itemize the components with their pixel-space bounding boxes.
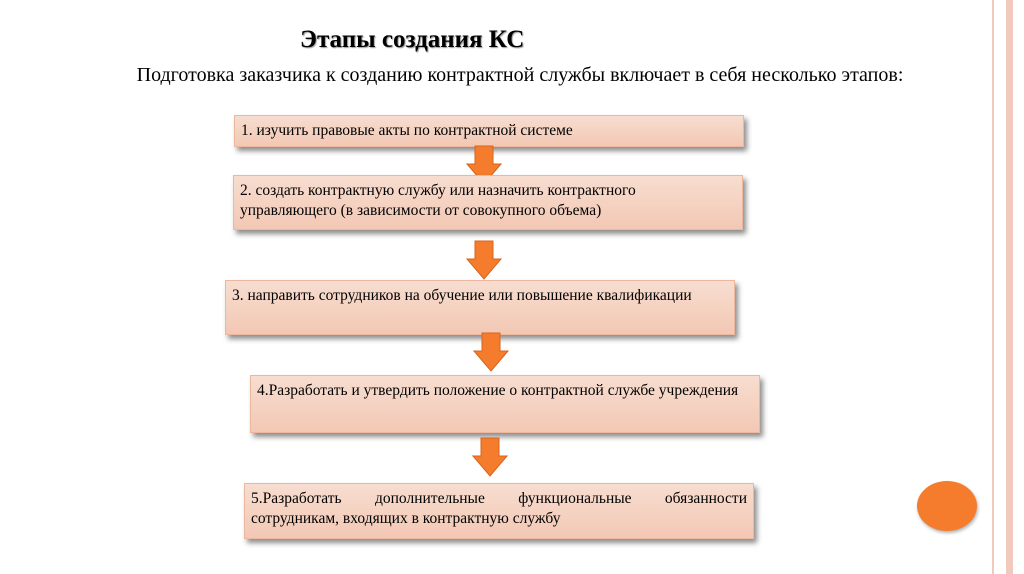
step-4-box: 4.Разработать и утвердить положение о контрактной службе учреждения — [250, 375, 760, 433]
step-2-box: 2. создать контрактную службу или назначить контрактного управляющего (в зависимости от совокупного объема) — [233, 175, 743, 230]
decorative-circle — [917, 481, 977, 531]
step-5-box: 5.Разработать дополнительные функциональные обязанности сотрудникам, входящих в контрактную службу — [244, 483, 754, 539]
arrow-down-icon — [473, 332, 509, 372]
slide-title: Этапы создания КС — [300, 26, 525, 53]
arrow-down-icon — [466, 240, 502, 280]
step-1-box: 1. изучить правовые акты по контрактной системе — [234, 115, 744, 147]
step-3-box: 3. направить сотрудников на обучение или повышение квалификации — [225, 280, 735, 335]
arrow-down-icon — [472, 437, 508, 477]
intro-text: Подготовка заказчика к созданию контрактной службы включает в себя несколько этапов: — [136, 64, 904, 86]
